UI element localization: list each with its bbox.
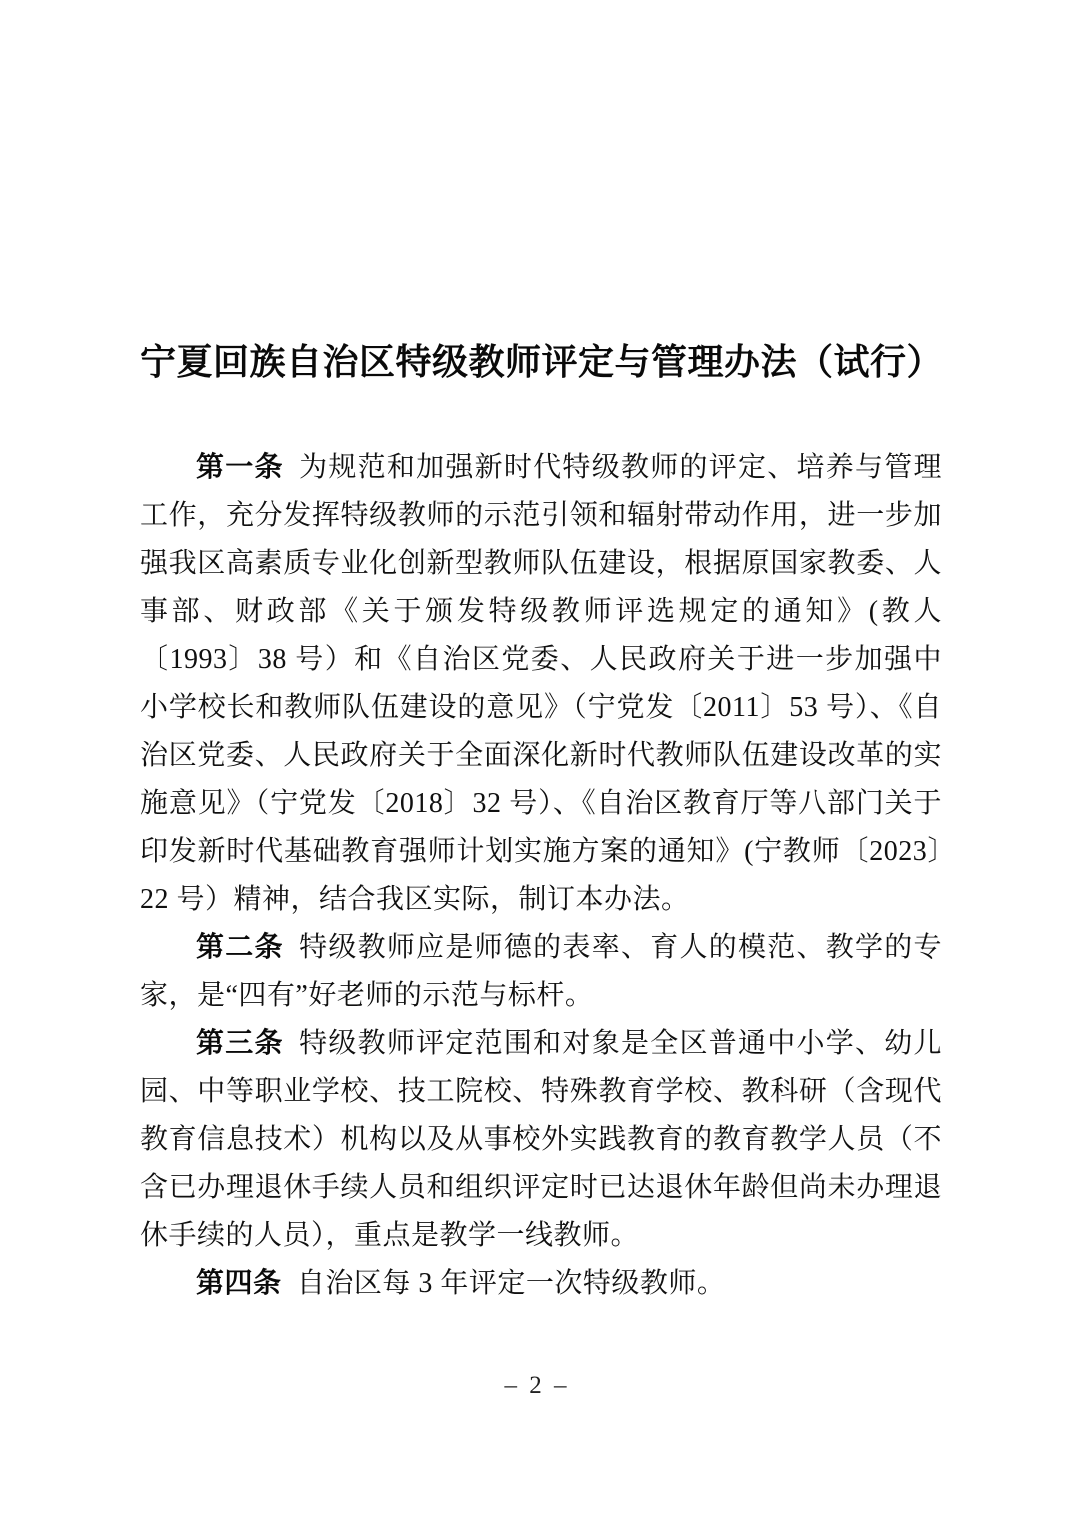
paragraph-article-4: [140, 1260, 942, 1308]
document-content: [140, 0, 942, 1308]
article-4-text: 自治区每 3 年评定一次特级教师。: [296, 1268, 726, 1299]
article-3-text: 特级教师评定范围和对象是全区普通中小学、幼儿园、中等职业学校、技工院校、特殊教育学校、教科研（含现代教育信息技术）机构以及从事校外实践教育的教育教学人员（不含已办理退休手续人员和组织评定时已达退休年龄但尚未办理退休手续的人员），重点是教学一线教师。: [140, 1028, 942, 1251]
page-number: – 2 –: [504, 1372, 570, 1399]
article-3-label: 第三条: [196, 1028, 284, 1059]
article-2-text: 特级教师应是师德的表率、育人的模范、教学的专家，是“四有”好老师的示范与标杆。: [140, 932, 942, 1011]
article-1-label: 第一条: [196, 452, 284, 483]
document-title: 宁夏回族自治区特级教师评定与管理办法（试行）: [140, 342, 944, 382]
paragraph-article-1: [140, 444, 942, 924]
paragraph-article-3: [140, 1020, 942, 1260]
document-body: [140, 444, 942, 1308]
article-4-label: 第四条: [196, 1268, 282, 1299]
article-1-text: 为规范和加强新时代特级教师的评定、培养与管理工作，充分发挥特级教师的示范引领和辐射带动作用，进一步加强我区高素质专业化创新型教师队伍建设，根据原国家教委、人事部、财政部《关于颁发特级教师评选规定的通知》(教人〔1993〕38 号）和《自治区党委、人民政府关于进一步加强中小学校长和教师队伍建设的意见》（宁党发〔2011〕53 号）、《自治区党委、人民政府关于全面深化新时代教师队伍建设改革的实施意见》（宁党发〔2018〕32 号）、《自治区教育厅等八部门关于印发新时代基础教育强师计划实施方案的通知》(宁教师〔2023〕22 号）精神，结合我区实际，制订本办法。: [140, 452, 942, 915]
paragraph-article-2: [140, 924, 942, 1020]
article-2-label: 第二条: [196, 932, 284, 963]
